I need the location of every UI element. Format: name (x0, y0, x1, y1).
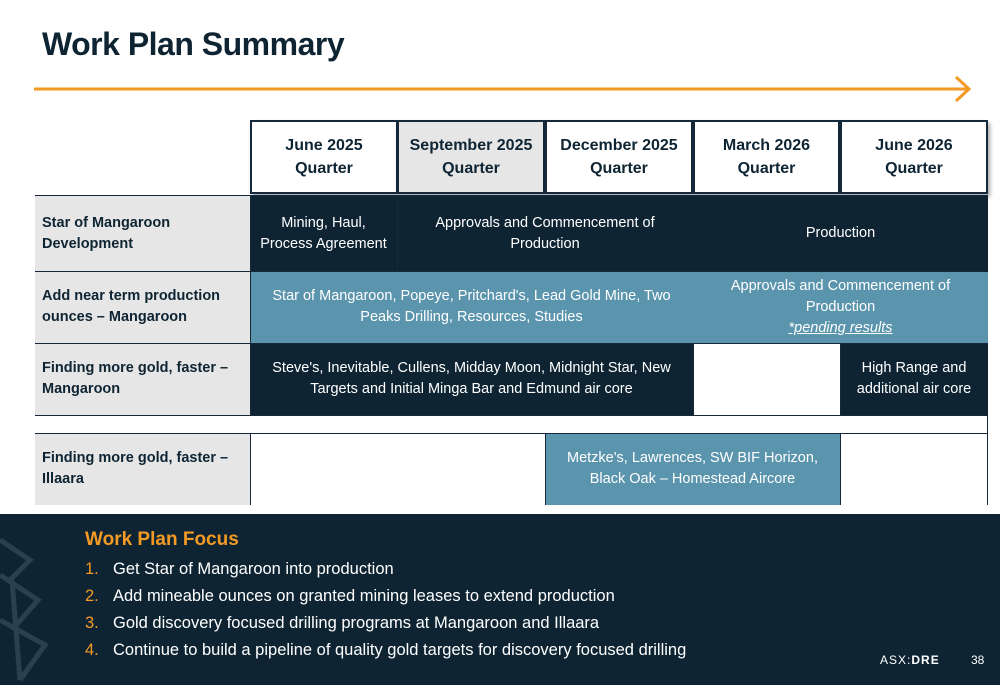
divider (35, 343, 988, 344)
row-label-add-production: Add near term production ounces – Mangaroon (35, 271, 250, 343)
row-label-gold-mangaroon: Finding more gold, faster – Mangaroon (35, 343, 250, 415)
page-number: 38 (971, 653, 985, 667)
divider (840, 433, 841, 505)
header-june-2026: June 2026 Quarter (840, 120, 988, 194)
divider (35, 415, 988, 416)
header-september-2025: September 2025 Quarter (397, 120, 545, 194)
divider (250, 196, 251, 415)
list-number: 1. (85, 560, 99, 578)
divider (35, 271, 988, 272)
cell-high-range: High Range and additional air core (840, 343, 988, 415)
divider (35, 433, 988, 434)
header-june-2025: June 2025 Quarter (250, 120, 398, 194)
row-label-star-development: Star of Mangaroon Development (35, 196, 250, 271)
divider (35, 195, 988, 196)
divider (987, 415, 988, 505)
focus-list (85, 559, 686, 667)
cell-empty-illaara-early (250, 433, 545, 505)
row-label-gold-illaara: Finding more gold, faster – Illaara (35, 433, 250, 505)
cell-add-approvals (693, 271, 988, 343)
cell-star-approvals: Approvals and Commencement of Production (397, 196, 693, 271)
divider (250, 433, 251, 505)
footer-panel (0, 514, 1000, 685)
list-number: 4. (85, 641, 99, 659)
list-text: Get Star of Mangaroon into production (113, 560, 394, 578)
cell-illaara-targets: Metzke's, Lawrences, SW BIF Horizon, Black Oak – Homestead Aircore (545, 433, 840, 505)
header-march-2026: March 2026 Quarter (693, 120, 840, 194)
list-text: Add mineable ounces on granted mining leases to extend production (113, 587, 615, 605)
approvals-text: Approvals and Commencement of Production (730, 277, 951, 315)
cell-empty-june-2026 (840, 433, 988, 505)
pending-results-note: *pending results (788, 319, 893, 336)
divider (545, 433, 546, 505)
list-number: 3. (85, 614, 99, 632)
list-item (85, 613, 686, 640)
cell-mangaroon-targets: Steve's, Inevitable, Cullens, Midday Moon, Midnight Star, New Targets and Initial Minga Bar and Edmund air core (250, 343, 693, 415)
header-december-2025: December 2025 Quarter (545, 120, 693, 194)
asx-prefix: ASX: (880, 653, 912, 667)
cell-production: Production (693, 196, 988, 271)
cell-empty-march-2026 (693, 343, 840, 415)
list-text: Gold discovery focused drilling programs at Mangaroon and Illaara (113, 614, 600, 632)
list-item (85, 586, 686, 613)
page-title: Work Plan Summary (42, 26, 345, 62)
company-logo-icon (0, 520, 70, 685)
ticker-code: DRE (911, 653, 940, 667)
cell-studies: Star of Mangaroon, Popeye, Pritchard's, Lead Gold Mine, Two Peaks Drilling, Resources, Studies (250, 271, 693, 343)
asx-ticker (880, 653, 940, 667)
divider (397, 196, 398, 271)
list-item (85, 640, 686, 667)
list-number: 2. (85, 587, 99, 605)
focus-title: Work Plan Focus (85, 529, 239, 550)
cell-mining-agreement: Mining, Haul, Process Agreement (250, 196, 397, 271)
work-plan-table (35, 0, 988, 520)
list-text: Continue to build a pipeline of quality gold targets for discovery focused drilling (113, 641, 687, 659)
list-item (85, 559, 686, 586)
divider (840, 343, 841, 415)
divider (693, 343, 694, 415)
